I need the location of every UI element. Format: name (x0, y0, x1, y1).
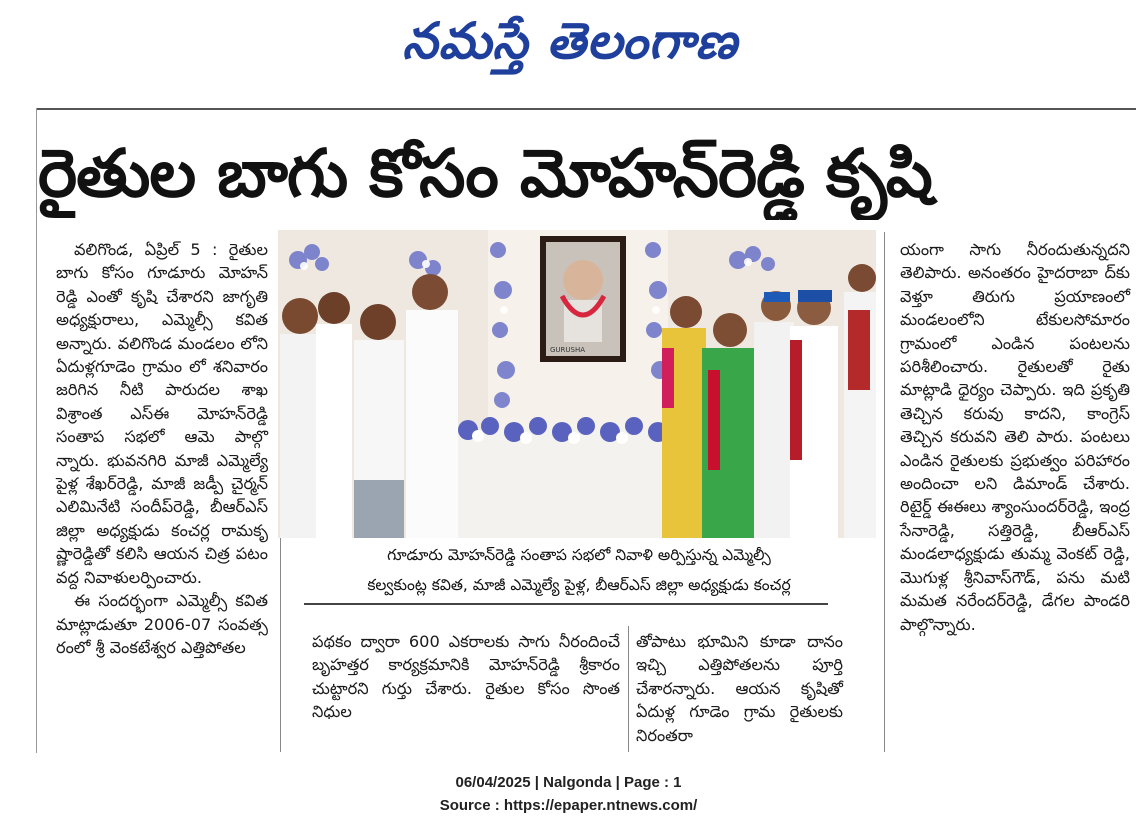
footer-date-edition: 06/04/2025 | Nalgonda | Page : 1 (455, 774, 682, 791)
article-column-mid-2 (636, 630, 843, 747)
article-photo (278, 230, 876, 538)
photo-illustration (278, 230, 876, 538)
column-mid2-text: తోపాటు భూమిని కూడా దానం ఇచ్చి ఎత్తిపోతలను పూర్తి చేశారన్నారు. ఆయన కృషితో ఏదుళ్ల గూడెం గ్రామ రైతులకు నిరంతరా (636, 632, 843, 745)
article-headline: రైతుల బాగు కోసం మోహన్‌రెడ్డి కృషి (38, 135, 932, 212)
masthead-logo: నమస్తే తెలంగాణ (402, 11, 738, 70)
left-border (36, 108, 37, 753)
footer-source: Source : https://epaper.ntnews.com/ (439, 797, 698, 814)
portrait-label: GURUSHA (550, 346, 586, 354)
caption-line-1: గూడూరు మోహన్‌రెడ్డి సంతాప సభలో నివాళి అర్పిస్తున్న ఎమ్మెల్సీ (387, 546, 771, 564)
article-column-right (900, 238, 1130, 636)
article-column-1 (56, 238, 268, 659)
column1-paragraph-2: ఈ సందర్భంగా ఎమ్మెల్సీ కవిత మాట్లాడుతూ 2006-07 సంవత్స రంలో శ్రీ వెంకటేశ్వర ఎత్తిపోతల (56, 591, 268, 657)
article-column-mid-1 (312, 630, 620, 724)
caption-underline (304, 603, 828, 605)
column-divider (884, 232, 885, 752)
caption-line-2: కల్వకుంట్ల కవిత, మాజీ ఎమ్మెల్యే పైళ్ల, బీఆర్ఎస్ జిల్లా అధ్యక్షుడు కంచర్ల (367, 576, 791, 594)
column-mid1-text: పథకం ద్వారా 600 ఎకరాలకు సాగు నీరందించే బృహత్తర కార్యక్రమానికి మోహన్‌రెడ్డి శ్రీకారం చుట్టారని గుర్తు చేశారు. రైతుల కోసం సొంత నిధుల (312, 632, 620, 722)
column-divider (628, 626, 629, 752)
top-divider (36, 108, 1136, 110)
column1-paragraph-1: వలిగొండ, ఏప్రిల్ 5 : రైతుల బాగు కోసం గూడూరు మోహన్ రెడ్డి ఎంతో కృషి చేశారని జాగృతి అధ్యక్షురాలు, ఎమ్మెల్సీ కవిత అన్నారు. వలిగొండ మండలం లోని ఏదుళ్లగూడెం గ్రామం లో శనివారం జరిగిన నీటి పారుదల శాఖ విశ్రాంత ఎస్ఈ మోహన్‌రెడ్డి సంతాప సభలో ఆమె పాల్గొ న్నారు. భువనగిరి మాజీ ఎమ్మెల్యే పైళ్ల శేఖర్‌రెడ్డి, మాజీ జడ్పీ చైర్మన్ ఎలిమినేటి సందీప్‌రెడ్డి, బీఆర్ఎస్ జిల్లా అధ్యక్షుడు కంచర్ల రామకృ ష్ణారెడ్డితో కలిసి ఆయన చిత్ర పటం వద్ద నివాళులర్పించారు. (56, 240, 268, 587)
column-right-text: యంగా సాగు నీరందుతున్నదని తెలిపారు. అనంతరం హైదరాబా ద్‌కు వెళ్తూ తిరుగు ప్రయాణంలో మండలంలోని టేకులసోమారం గ్రామంలో ఎండిన పంటలను పరిశీలించారు. రైతులతో రైతు మాట్లాడి ధైర్యం చెప్పారు. ఇది ప్రకృతి తెచ్చిన కరువు కాదని, కాంగ్రెస్ తెచ్చిన కరువని తెలి పారు. పంటలు ఎండిన రైతులకు ప్రభుత్వం పరిహారం అందించా లని డిమాండ్ చేశారు. రిటైర్డ్ ఈఈలు శ్యాంసుందర్‌రెడ్డి, ఇంద్ర సేనారెడ్డి, సత్తిరెడ్డి, బీఆర్ఎస్ మండలాధ్యక్షుడు తుమ్మ వెంకట్ రెడ్డి, మొగుళ్ల శ్రీనివాస్‌గౌడ్, పను మటి మమత నరేందర్‌రెడ్డి, డేగల పాండరి పాల్గొన్నారు. (900, 240, 1130, 634)
photo-caption (290, 540, 868, 606)
